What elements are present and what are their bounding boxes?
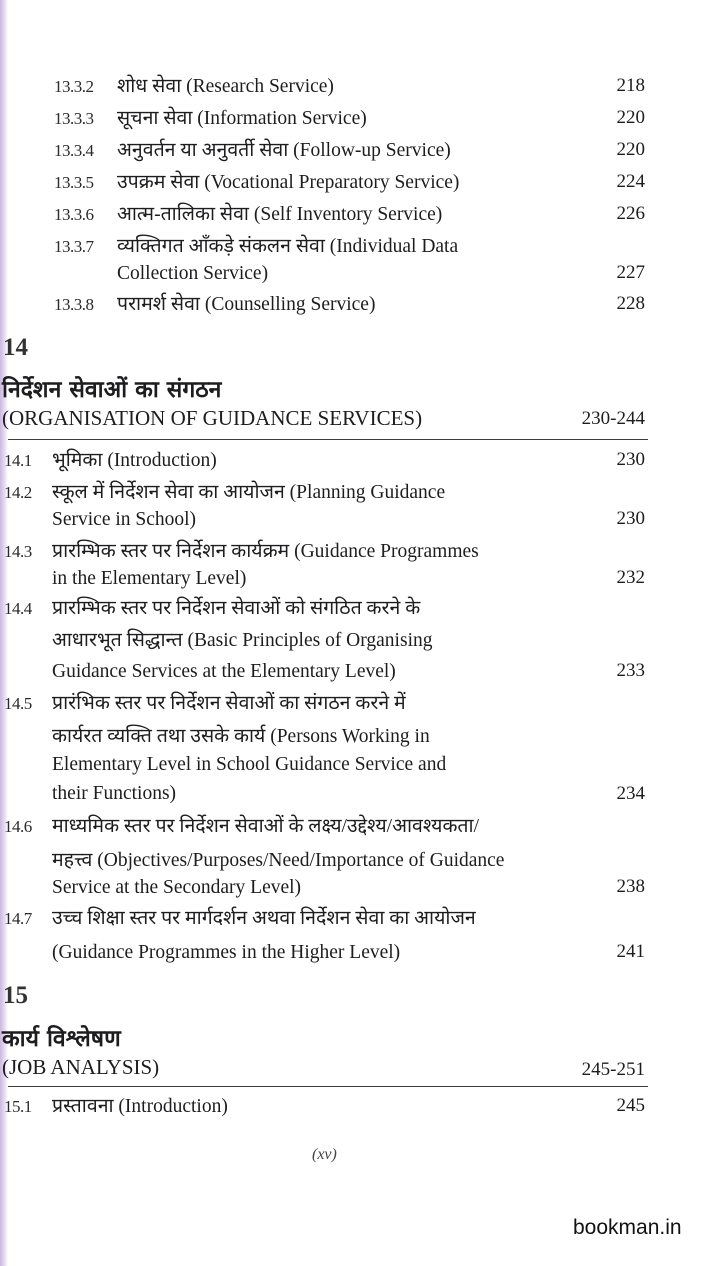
chapter-number: 14 bbox=[3, 334, 28, 361]
section-number: 14.5 bbox=[4, 694, 32, 713]
section-title-line-2: Collection Service) bbox=[117, 263, 269, 284]
page-number: 218 bbox=[616, 75, 645, 96]
section-title-line-2: आधारभूत सिद्धान्त (Basic Principles of Organising bbox=[52, 630, 433, 651]
page-number: 241 bbox=[616, 941, 645, 962]
section-number: 13.3.3 bbox=[54, 109, 94, 128]
section-number: 13.3.8 bbox=[54, 295, 94, 314]
chapter-subtitle: (ORGANISATION OF GUIDANCE SERVICES) bbox=[2, 406, 423, 430]
section-number: 13.3.5 bbox=[54, 173, 94, 192]
section-title-line-1: स्कूल में निर्देशन सेवा का आयोजन (Planning Guidance bbox=[52, 482, 446, 503]
page-number: 224 bbox=[616, 171, 645, 192]
page-number: 233 bbox=[616, 660, 645, 681]
section-title: उपक्रम सेवा (Vocational Preparatory Service) bbox=[117, 172, 460, 193]
section-title: सूचना सेवा (Information Service) bbox=[117, 108, 367, 129]
section-title-line-1: भूमिका (Introduction) bbox=[52, 450, 217, 471]
page-number: 238 bbox=[616, 876, 645, 897]
chapter-page-range: 230-244 bbox=[581, 408, 645, 429]
section-title-line-3: Service at the Secondary Level) bbox=[52, 877, 302, 898]
page-number: 226 bbox=[616, 203, 645, 224]
section-title-line-1: प्रारम्भिक स्तर पर निर्देशन कार्यक्रम (Guidance Programmes bbox=[52, 541, 479, 562]
section-number: 14.7 bbox=[4, 909, 32, 928]
section-title: अनुवर्तन या अनुवर्ती सेवा (Follow-up Service) bbox=[117, 140, 451, 161]
chapter-divider bbox=[8, 439, 648, 440]
section-title: परामर्श सेवा (Counselling Service) bbox=[117, 294, 376, 315]
section-title-line-2: महत्त्व (Objectives/Purposes/Need/Importance of Guidance bbox=[52, 850, 505, 871]
page-number: 227 bbox=[616, 262, 645, 283]
section-title-line-2: (Guidance Programmes in the Higher Level) bbox=[52, 942, 401, 963]
section-number: 13.3.4 bbox=[54, 141, 94, 160]
chapter-divider bbox=[8, 1086, 648, 1087]
page-number: 245 bbox=[616, 1095, 645, 1116]
page-number: 234 bbox=[616, 783, 645, 804]
section-title: शोध सेवा (Research Service) bbox=[117, 76, 334, 97]
page-number: 230 bbox=[616, 508, 645, 529]
section-number: 13.3.6 bbox=[54, 205, 94, 224]
section-number: 15.1 bbox=[4, 1097, 32, 1116]
section-title-line-4: their Functions) bbox=[52, 783, 177, 804]
section-number: 14.1 bbox=[4, 451, 32, 470]
chapter-title: निर्देशन सेवाओं का संगठन bbox=[2, 377, 222, 403]
section-title: आत्म-तालिका सेवा (Self Inventory Service) bbox=[117, 204, 443, 225]
section-number: 14.6 bbox=[4, 817, 32, 836]
section-number: 13.3.2 bbox=[54, 77, 94, 96]
section-title-line-1: प्रारंभिक स्तर पर निर्देशन सेवाओं का संगठन करने में bbox=[52, 693, 406, 714]
section-number: 14.3 bbox=[4, 542, 32, 561]
section-number: 14.4 bbox=[4, 599, 32, 618]
section-number: 14.2 bbox=[4, 483, 32, 502]
section-title-line-1: प्रारम्भिक स्तर पर निर्देशन सेवाओं को संगठित करने के bbox=[52, 598, 421, 619]
chapter-subtitle: (JOB ANALYSIS) bbox=[2, 1055, 160, 1079]
chapter-page-range: 245-251 bbox=[581, 1059, 645, 1080]
page-number: 230 bbox=[616, 449, 645, 470]
watermark-brand: bookman.in bbox=[573, 1216, 682, 1239]
page-folio: (xv) bbox=[312, 1146, 337, 1163]
page-number: 220 bbox=[616, 107, 645, 128]
section-number: 13.3.7 bbox=[54, 237, 94, 256]
chapter-title: कार्य विश्लेषण bbox=[2, 1026, 121, 1052]
section-title-line-3: Guidance Services at the Elementary Level) bbox=[52, 661, 396, 682]
section-title-line-2: in the Elementary Level) bbox=[52, 568, 247, 589]
section-title-line-3: Elementary Level in School Guidance Service and bbox=[52, 754, 447, 775]
section-title-line-1: उच्च शिक्षा स्तर पर मार्गदर्शन अथवा निर्देशन सेवा का आयोजन bbox=[52, 908, 476, 929]
chapter-number: 15 bbox=[3, 982, 28, 1009]
section-title-line-2: कार्यरत व्यक्ति तथा उसके कार्य (Persons Working in bbox=[52, 726, 430, 747]
section-title: प्रस्तावना (Introduction) bbox=[52, 1096, 228, 1117]
section-title-line-2: Service in School) bbox=[52, 509, 197, 530]
page-number: 232 bbox=[616, 567, 645, 588]
section-title-line-1: माध्यमिक स्तर पर निर्देशन सेवाओं के लक्ष्य/उद्देश्य/आवश्यकता/ bbox=[52, 816, 480, 837]
page-number: 228 bbox=[616, 293, 645, 314]
page-number: 220 bbox=[616, 139, 645, 160]
section-title-line-1: व्यक्तिगत आँकड़े संकलन सेवा (Individual Data bbox=[117, 236, 459, 257]
